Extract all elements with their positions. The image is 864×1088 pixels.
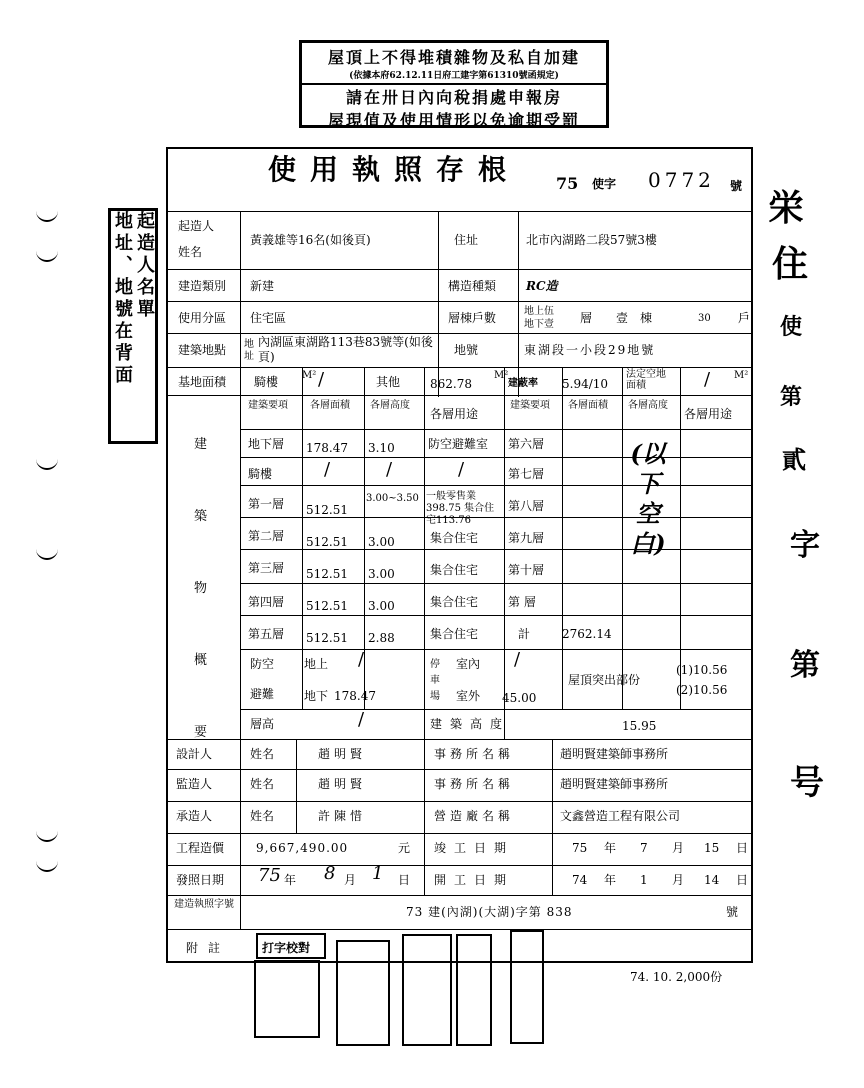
parking-indoor-label: 室內 [456, 657, 481, 671]
permit-year: 75 [556, 174, 579, 193]
seal-stamp [254, 960, 320, 1038]
issue-day-unit: 日 [398, 873, 411, 887]
owner-addr-label: 住址 [454, 233, 479, 247]
contractor-company: 文鑫營造工程有限公司 [560, 809, 681, 823]
supervisor-office-label: 事務所名稱 [434, 777, 515, 791]
shelter-label-a: 防空 [250, 657, 275, 671]
edge-mark [36, 860, 58, 872]
row-area: 512.51 [306, 599, 348, 613]
edge-char: 貳 [782, 445, 806, 474]
supervisor-office: 趙明賢建築師事務所 [560, 777, 669, 791]
row-item2: 計 [518, 627, 531, 641]
blank-note: (以下空白) [630, 439, 666, 558]
owner-value: 黃義雄等16名(如後頁) [250, 233, 371, 247]
loft-label: 騎樓 [254, 375, 279, 389]
other-area-unit: M² [494, 370, 509, 381]
side-note-box [108, 208, 158, 444]
row-height: / [386, 459, 393, 480]
roof-value-2: (2)10.56 [676, 683, 728, 697]
row-use: 集合住宅 [430, 595, 479, 609]
notice-line-2: (依據本府62.12.11日府工建字第61310號函規定) [302, 68, 606, 85]
edge-char: 第 [780, 384, 803, 410]
designer-name-label: 姓名 [250, 747, 275, 761]
zoning-value: 住宅區 [250, 311, 287, 325]
floors-unit: 層 [580, 311, 593, 325]
zoning-label: 使用分區 [178, 311, 227, 325]
permit-number: 0772 [648, 168, 715, 192]
notice-line-4: 屋現值及使用情形以免逾期受罰 [327, 111, 580, 130]
lot-label: 地號 [454, 343, 479, 357]
shelter-above-label: 地上 [304, 657, 329, 671]
coverage-label: 建蔽率 [508, 378, 538, 389]
row-height: 3.00 [368, 567, 395, 581]
start-year: 74 [572, 873, 588, 887]
row-area: 178.47 [306, 441, 348, 455]
row-area: 512.51 [306, 535, 348, 549]
building-height-label: 建築高度 [430, 717, 511, 731]
seal-stamp [402, 934, 452, 1046]
completion-year: 75 [572, 841, 588, 855]
floor-height-label: 層高 [250, 717, 275, 731]
other-area-label: 其他 [376, 375, 401, 389]
row-item2: 第八層 [508, 499, 545, 513]
edge-char: 第 [790, 648, 820, 683]
row-use: 集合住宅 [430, 563, 479, 577]
parking-indoor-value: / [514, 649, 521, 670]
building-height-value: 15.95 [622, 719, 657, 733]
completion-label: 竣工日期 [434, 841, 515, 855]
issue-year: 75 [258, 865, 281, 886]
row-area: 512.51 [306, 503, 348, 517]
contractor-name: 許陳惜 [318, 809, 367, 823]
row-height: 3.00 [368, 535, 395, 549]
contractor-company-label: 營造廠名稱 [434, 809, 515, 823]
completion-year-unit: 年 [604, 841, 617, 855]
row-item2: 第七層 [508, 467, 545, 481]
supervisor-label: 監造人 [176, 777, 213, 791]
shelter-label-b: 避難 [250, 687, 275, 701]
permit-suffix: 號 [730, 179, 743, 193]
col-header-use: 各層用途 [430, 407, 479, 421]
seal-stamp [510, 930, 544, 1044]
row-item2: 第 層 [508, 595, 536, 609]
parking-label: 停車場 [430, 659, 440, 702]
loft-unit: M² [302, 370, 317, 381]
designer-label: 設計人 [176, 747, 213, 761]
floor-height-value: / [358, 709, 365, 730]
edge-mark [36, 250, 58, 262]
row-area: / [324, 459, 331, 480]
owner-label-a: 起造人 [178, 219, 215, 233]
supervisor-name-label: 姓名 [250, 777, 275, 791]
area-label: 基地面積 [178, 375, 227, 389]
col-header-use2: 各層用途 [684, 407, 733, 421]
loft-value: / [318, 369, 325, 390]
row-item2: 第九層 [508, 531, 545, 545]
side-note-2: 地址、地號在背面 [112, 211, 133, 387]
start-day-unit: 日 [736, 873, 749, 887]
row-item: 第三層 [248, 561, 285, 575]
floors-value: 地上伍 地下壹 [524, 306, 554, 330]
permit-prefix: 使字 [592, 177, 617, 191]
cost-value: 9,667,490.00 [256, 841, 349, 855]
coverage-value: 5.94/10 [562, 377, 609, 391]
roof-label: 屋頂突出部份 [568, 673, 641, 687]
permit-ref-suffix: 號 [726, 905, 739, 919]
row-item: 第五層 [248, 627, 285, 641]
row-height: 3.10 [368, 441, 395, 455]
permit-label: 建造執照字號 [174, 899, 234, 910]
shelter-below-label: 地下 [304, 689, 329, 703]
permit-ref: 73 建(內湖)(大湖)字第 838 [406, 905, 573, 919]
other-area-value: 862.78 [430, 377, 472, 391]
households-value: 30 [698, 313, 711, 324]
issue-date-label: 發照日期 [176, 873, 225, 887]
proofread-stamp-text: 打字校對 [262, 941, 311, 955]
cost-label: 工程造價 [176, 841, 225, 855]
cost-unit: 元 [398, 841, 411, 855]
col-header-height2: 各層高度 [628, 400, 668, 411]
edge-mark [36, 210, 58, 222]
print-run: 74. 10. 2,000份 [630, 970, 723, 984]
designer-name: 趙明賢 [318, 747, 367, 761]
start-month: 1 [640, 873, 648, 887]
row-item: 地下層 [248, 437, 285, 451]
seal-stamp [336, 940, 390, 1046]
form-title: 使用執照存根 [268, 153, 521, 186]
start-date-label: 開工日期 [434, 873, 515, 887]
edge-char: 号 [790, 763, 824, 803]
edge-char: 使 [780, 314, 803, 340]
col-header-item2: 建築要項 [510, 400, 550, 411]
site-addr-label: 地址 [244, 339, 254, 362]
completion-month-unit: 月 [672, 841, 685, 855]
contractor-label: 承造人 [176, 809, 213, 823]
construction-type-label: 建造類別 [178, 279, 227, 293]
start-year-unit: 年 [604, 873, 617, 887]
edge-mark [36, 458, 58, 470]
notice-line-3: 請在卅日內向稅捐處申報房 [345, 88, 562, 107]
side-note-1: 起造人名單 [134, 211, 155, 321]
site-addr-value: 內湖區東湖路113巷83號等(如後頁) [258, 335, 433, 364]
legal-area-label: 法定空地面積 [626, 369, 666, 391]
supervisor-name: 趙明賢 [318, 777, 367, 791]
shelter-below-value: 178.47 [334, 689, 376, 703]
edge-mark [36, 548, 58, 560]
remark-label: 附註 [186, 941, 231, 955]
row-use: / [458, 459, 465, 480]
structure-value: RC造 [526, 279, 558, 293]
row-use: 集合住宅 [430, 627, 479, 641]
structure-label: 構造種類 [448, 279, 497, 293]
row-height: 3.00 [368, 599, 395, 613]
row-use: 一般零售業398.75 集合住宅113.76 [426, 491, 495, 526]
col-header-area: 各層面積 [310, 400, 350, 411]
lot-value: 東湖段一小段29地號 [524, 343, 656, 357]
building-summary-label: 建築物概要 [194, 437, 208, 740]
construction-type-value: 新建 [250, 279, 275, 293]
row-height: 2.88 [368, 631, 395, 645]
legal-area-unit: M² [734, 370, 749, 381]
edge-char: 住 [772, 243, 809, 285]
row-item: 第一層 [248, 497, 285, 511]
col-header-item: 建築要項 [248, 400, 288, 411]
row-item2: 第十層 [508, 563, 545, 577]
row-area: 512.51 [306, 567, 348, 581]
completion-day: 15 [704, 841, 720, 855]
parking-outdoor-label: 室外 [456, 689, 481, 703]
edge-char: 字 [790, 528, 820, 563]
seal-stamp [456, 934, 492, 1046]
buildings-unit: 棟 [640, 311, 653, 325]
row-height: 3.00~3.50 [366, 493, 419, 504]
owner-label-b: 姓名 [178, 245, 203, 259]
designer-office-label: 事務所名稱 [434, 747, 515, 761]
completion-month: 7 [640, 841, 648, 855]
row-item2: 第六層 [508, 437, 545, 451]
permit-form [166, 147, 753, 963]
row-area: 512.51 [306, 631, 348, 645]
issue-year-unit: 年 [284, 873, 297, 887]
edge-mark [36, 830, 58, 842]
row-item: 騎樓 [248, 467, 273, 481]
owner-addr-value: 北市內湖路二段57號3樓 [526, 233, 657, 247]
row-use: 防空避難室 [428, 437, 489, 451]
row-item: 第二層 [248, 529, 285, 543]
row-item: 第四層 [248, 595, 285, 609]
parking-outdoor-value: 45.00 [502, 691, 537, 705]
start-month-unit: 月 [672, 873, 685, 887]
edge-char: 栄 [768, 187, 805, 229]
floors-label: 層棟戶數 [448, 311, 497, 325]
site-label: 建築地點 [178, 343, 227, 357]
buildings-value: 壹 [616, 311, 629, 325]
row-area2: 2762.14 [562, 627, 612, 641]
row-use: 集合住宅 [430, 531, 479, 545]
start-day: 14 [704, 873, 720, 887]
notice-box [299, 40, 609, 128]
contractor-name-label: 姓名 [250, 809, 275, 823]
notice-line-1: 屋頂上不得堆積雜物及私自加建 [327, 48, 580, 67]
issue-month: 8 [324, 863, 336, 884]
col-header-height: 各層高度 [370, 400, 410, 411]
col-header-area2: 各層面積 [568, 400, 608, 411]
completion-day-unit: 日 [736, 841, 749, 855]
roof-value-1: (1)10.56 [676, 663, 728, 677]
proofread-stamp [256, 933, 326, 959]
issue-month-unit: 月 [344, 873, 357, 887]
designer-office: 趙明賢建築師事務所 [560, 747, 669, 761]
shelter-above-value: / [358, 649, 365, 670]
issue-day: 1 [372, 863, 384, 884]
households-unit: 戶 [738, 311, 751, 325]
legal-area-value: / [704, 369, 711, 390]
